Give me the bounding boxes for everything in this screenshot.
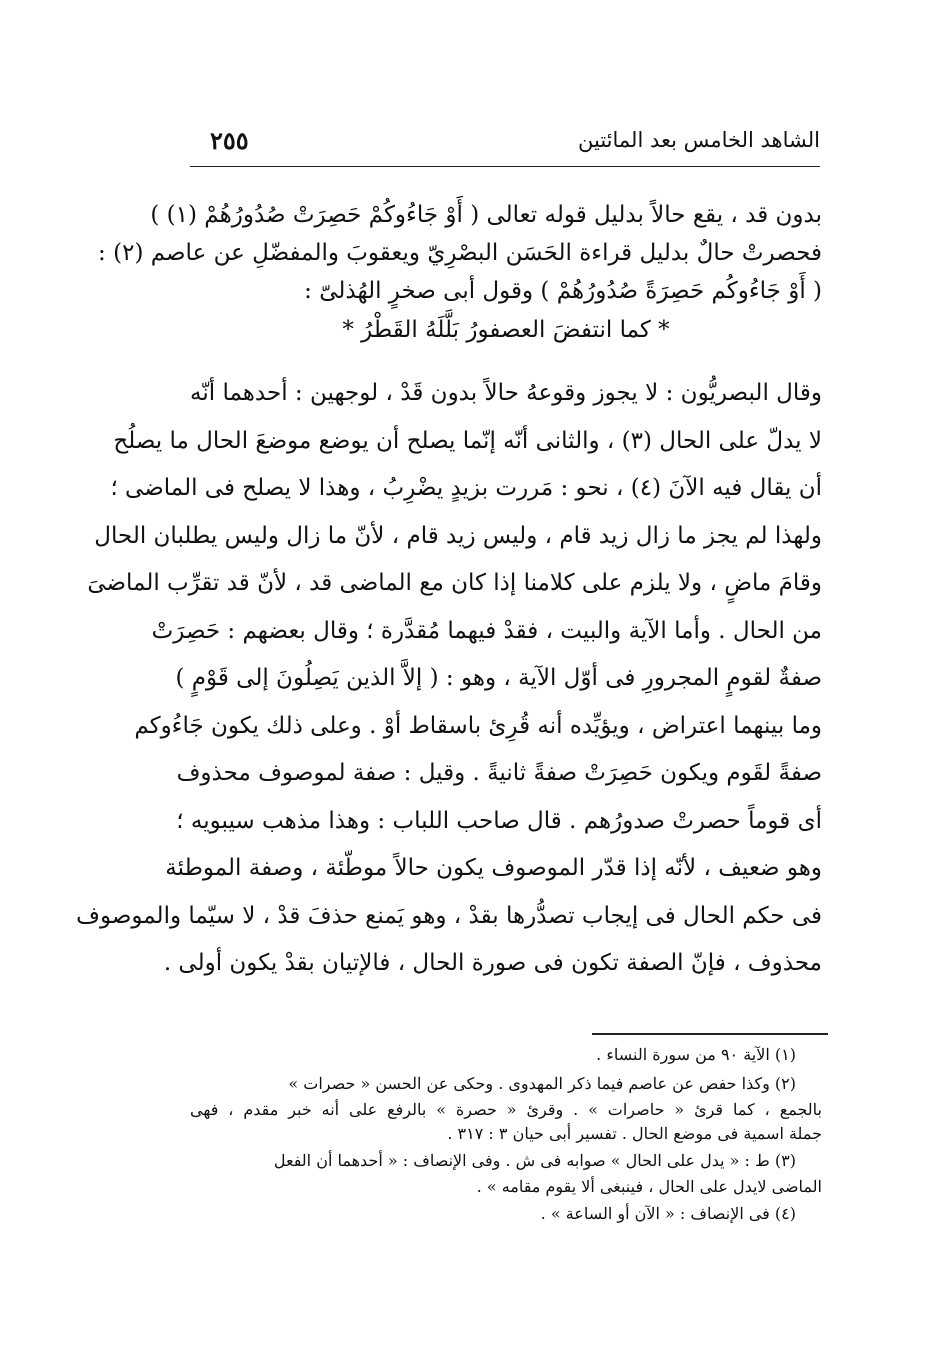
text-line: وقامَ ماضٍ ، ولا يلزم على كلامنا إذا كان مع الماضى قد ، لأنّ قد تقرِّب الماضىَ — [87, 570, 822, 596]
footnote-4: (٤) فى الإنصاف : « الآن أو الساعة » . — [540, 1204, 796, 1223]
text-line: فى حكم الحال فى إيجاب تصدُّرها بقدْ ، وهو يَمنع حذفَ قدْ ، لا سيّما والموصوف — [76, 902, 822, 929]
main-text — [76, 196, 822, 988]
text-line: ولهذا لم يجز ما زال زيد قام ، وليس زيد قام ، لأنّ ما زال وليس يطلبان الحال — [94, 522, 822, 549]
text-line: بدون قد ، يقع حالاً بدليل قوله تعالى ( أَوْ جَاءُوكُمْ حَصِرَتْ صُدُورُهُمْ (١) ) — [150, 202, 822, 228]
footnote-2: (٢) وكذا حفص عن عاصم فيما ذكر المهدوى . وحكى عن الحسن « حصرات » — [288, 1074, 796, 1093]
footnote-rule — [592, 1033, 828, 1035]
footnote-1: (١) الآية ٩٠ من سورة النساء . — [596, 1045, 796, 1064]
text-line: صفةً لقَوم ويكون حَصِرَتْ صفةً ثانيةً . وقيل : صفة لموصوف محذوف — [176, 760, 822, 786]
running-head: الشاهد الخامس بعد المائتين — [578, 128, 820, 152]
text-line: وهو ضعيف ، لأنّه إذا قدّر الموصوف يكون حالاً موطّئة ، وصفة الموطئة — [165, 855, 822, 881]
header-rule — [190, 166, 820, 167]
page-header — [190, 120, 820, 170]
text-line: وما بينهما اعتراض ، ويؤيِّده أنه قُرِئ باسقاط أوْ . وعلى ذلك يكون جَاءُوكم — [134, 712, 822, 739]
paragraph — [76, 370, 822, 988]
text-line: ( أَوْ جَاءُوكُم حَصِرَةً صُدُورُهُمْ ) وقول أبى صخرٍ الهُذلىّ : — [304, 278, 822, 304]
poetry-verse: * كما انتفضَ العصفورُ بَلَّلَهُ القَطْرُ * — [342, 317, 670, 343]
text-line: أن يقال فيه الآنَ (٤) ، نحو : مَررت بزيدٍ يضْرِبُ ، وهذا لا يصلح فى الماضى ؛ — [110, 475, 822, 501]
footnote-2-cont: بالجمع ، كما قرئ « حاصرات » . وقرئ « حصرة » بالرفع على أنه خبر مقدم ، فهى — [190, 1100, 822, 1119]
text-line: محذوف ، فإنّ الصفة تكون فى صورة الحال ، فالإتيان بقدْ يكون أولى . — [163, 950, 822, 976]
page-number: ٢٥٥ — [210, 126, 249, 155]
footnote-3-cont: الماضى لايدل على الحال ، فينبغى ألا يقوم مقامه » . — [476, 1177, 822, 1196]
text-line: وقال البصريُّون : لا يجوز وقوعهُ حالاً بدون قَدْ ، لوجهين : أحدهما أنّه — [190, 380, 822, 406]
text-line: فحصرتْ حالٌ بدليل قراءة الحَسَن البصْرِيّ ويعقوبَ والمفضّلِ عن عاصم (٢) : — [98, 240, 822, 266]
footnotes — [190, 1040, 822, 1228]
footnote-2-cont: جملة اسمية فى موضع الحال . تفسير أبى حيان ٣ : ٣١٧ . — [447, 1124, 822, 1143]
footnote-3: (٣) ط : « يدل على الحال » صوابه فى ش . وفى الإنصاف : « أحدهما أن الفعل — [273, 1151, 796, 1170]
text-line: صفةٌ لقومٍ المجرورِ فى أوّل الآية ، وهو : ( إلاَّ الذين يَصِلُونَ إلى قَوْمٍ ) — [175, 665, 822, 691]
text-line: أى قوماً حصرتْ صدورُهم . قال صاحب اللباب : وهذا مذهب سيبويه ؛ — [176, 807, 822, 834]
text-line: لا يدلّ على الحال (٣) ، والثانى أنّه إنّما يصلح أن يوضع موضعَ الحال ما يصلُح — [113, 427, 822, 454]
text-line: من الحال . وأما الآية والبيت ، فقدْ فيهما مُقدَّرة ؛ وقال بعضهم : حَصِرَتْ — [151, 617, 822, 644]
